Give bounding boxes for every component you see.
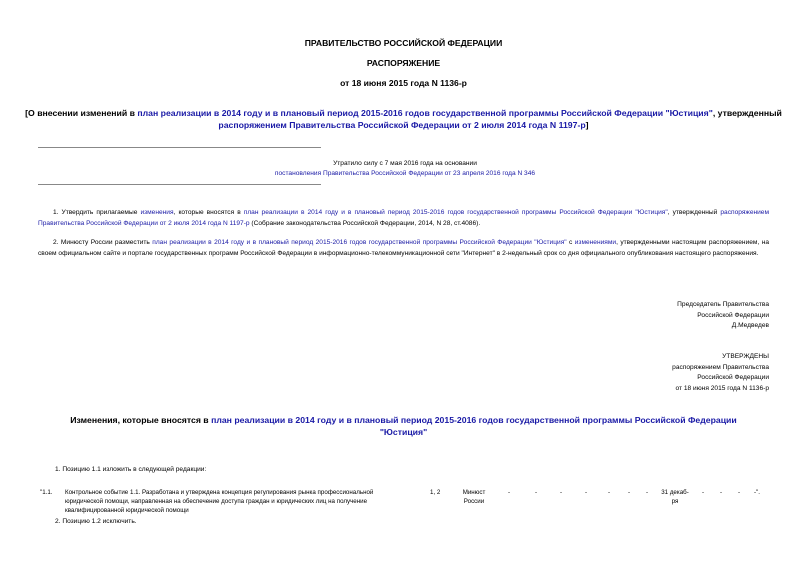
- divider-bottom: [38, 184, 321, 185]
- signature-title-2: Российской Федерации: [697, 311, 769, 319]
- changes-link-p2[interactable]: изменениями: [574, 239, 617, 246]
- row-code: 1, 2: [430, 489, 441, 496]
- document-type: РАСПОРЯЖЕНИЕ: [366, 58, 441, 68]
- order-link-p1[interactable]: распоряжением Правительства Российской Федерации от 2 июля 2014 года N 1197-р: [38, 209, 770, 227]
- row-deadline: 31 декаб- ря: [661, 489, 689, 505]
- row-dash: -: [508, 489, 511, 496]
- row-dash: -: [646, 489, 649, 496]
- row-number: "1.1.: [40, 489, 53, 496]
- document-title: [О внесении изменений в план реализации в 2014 году и в плановый период 2015-2016 годов государственной программы Российской Федерации "Юстиция", утвержденный распоряжением Правительства Российской Федерации от 2 июля 2014 года N 1197-р]: [25, 108, 782, 130]
- row-dash: -: [585, 489, 588, 496]
- item-1: 1. Позицию 1.1 изложить в следующей редакции:: [55, 466, 207, 473]
- row-dash: -: [738, 489, 741, 496]
- plan-link-changes[interactable]: план реализации в 2014 году и в плановый период 2015-2016 годов государственной программы Российской Федерации "Юстиция": [211, 415, 737, 437]
- row-executor: Минюст России: [462, 489, 486, 505]
- row-dash: -: [720, 489, 723, 496]
- expired-notice: Утратило силу с 7 мая 2016 года на основании: [333, 160, 477, 167]
- paragraph-1: 1. Утвердить прилагаемые изменения, которые вносятся в план реализации в 2014 году и в плановый период 2015-2016 годов государственной программы Российской Федерации "Юстиция", утвержденный распоряжением Правительства Российской Федерации от 2 июля 2014 года N 1197-р (Собрание законодательства Российской Федерации, 2014, N 28, ст.4086).: [38, 209, 770, 227]
- order-link[interactable]: распоряжением Правительства Российской Федерации от 2 июля 2014 года N 1197-р: [218, 120, 586, 130]
- approved-block: УТВЕРЖДЕНЫ распоряжением Правительства Российской Федерации от 18 июня 2015 года N 1136-р: [672, 353, 769, 392]
- signature-name: Д.Медведев: [731, 322, 769, 329]
- item-2: 2. Позицию 1.2 исключить.: [55, 518, 137, 525]
- row-dash: -: [560, 489, 563, 496]
- row-end: -".: [754, 489, 760, 496]
- plan-link-p2[interactable]: план реализации в 2014 году и в плановый период 2015-2016 годов государственной программы Российской Федерации "Юстиция": [152, 239, 567, 246]
- signature-title: Председатель Правительства: [677, 301, 769, 308]
- plan-link-p1[interactable]: план реализации в 2014 году и в плановый период 2015-2016 годов государственной программы Российской Федерации "Юстиция": [243, 209, 668, 216]
- table-row: [0, 488, 807, 518]
- expired-decree-link[interactable]: постановления Правительства Российской Федерации от 23 апреля 2016 года N 346: [274, 170, 536, 177]
- row-dash: -: [535, 489, 538, 496]
- changes-link[interactable]: изменения: [140, 209, 174, 216]
- divider-top: [38, 147, 321, 148]
- plan-link[interactable]: план реализации в 2014 году и в плановый период 2015-2016 годов государственной программы Российской Федерации "Юстиция": [137, 108, 713, 118]
- government-name: ПРАВИТЕЛЬСТВО РОССИЙСКОЙ ФЕДЕРАЦИИ: [304, 38, 503, 48]
- paragraph-2: 2. Минюсту России разместить план реализации в 2014 году и в плановый период 2015-2016 годов государственной программы Российской Федерации "Юстиция" с изменениями, утвержденными настоящим распоряжением, на своем официальном сайте и портале государственных программ Российской Федерации в информационно-телекоммуникационной сети "Интернет" в 2-недельный срок со дня официального опубликования настоящего распоряжения.: [38, 239, 769, 257]
- row-dash: -: [608, 489, 611, 496]
- row-dash: -: [702, 489, 705, 496]
- row-dash: -: [628, 489, 631, 496]
- changes-title: Изменения, которые вносятся в план реализации в 2014 году и в плановый период 2015-2016 годов государственной программы Российской Федерации "Юстиция": [70, 415, 737, 437]
- document-date-number: от 18 июня 2015 года N 1136-р: [340, 78, 467, 88]
- signature-block: [677, 300, 769, 332]
- row-description: Контрольное событие 1.1. Разработана и утверждена концепция регулирования рынка профессиональной юридической помощи, направленная на обеспечение доступа граждан и юридических лиц на получение квалифицированной юридической помощи: [65, 489, 374, 514]
